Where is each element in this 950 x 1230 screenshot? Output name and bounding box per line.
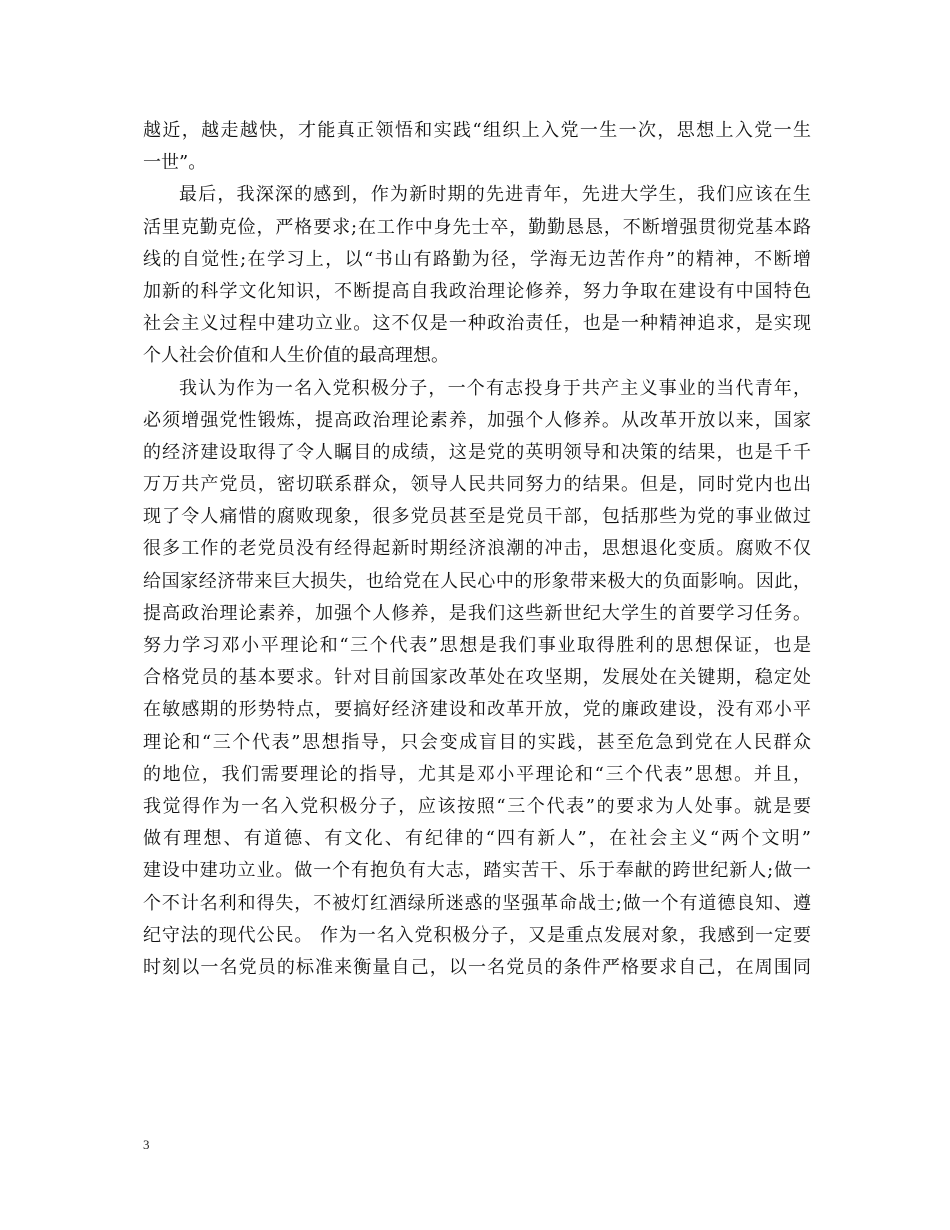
text-line: 活里克勤克俭，严格要求;在工作中身先士卒，勤勤恳恳，不断增强贯彻党基本路 xyxy=(143,216,811,238)
text-line: 现了令人痛惜的腐败现象，很多党员甚至是党员干部，包括那些为党的事业做过 xyxy=(143,506,811,528)
text-line: 在敏感期的形势特点，要搞好经济建设和改革开放，党的廉政建设，没有邓小平 xyxy=(143,699,811,721)
text-line: 线的自觉性;在学习上，以“书山有路勤为径，学海无边苦作舟”的精神，不断增 xyxy=(143,248,811,270)
text-line: 纪守法的现代公民。 作为一名入党积极分子，又是重点发展对象，我感到一定要 xyxy=(143,924,811,946)
text-line: 合格党员的基本要求。针对目前国家改革处在攻坚期，发展处在关键期，稳定处 xyxy=(143,667,811,689)
text-line: 加新的科学文化知识，不断提高自我政治理论修养，努力争取在建设有中国特色 xyxy=(143,280,811,302)
text-line: 的地位，我们需要理论的指导，尤其是邓小平理论和“三个代表”思想。并且， xyxy=(143,763,811,785)
text-line: 给国家经济带来巨大损失，也给党在人民心中的形象带来极大的负面影响。因此， xyxy=(143,570,811,592)
body-text xyxy=(143,115,811,984)
text-line: 最后，我深深的感到，作为新时期的先进青年，先进大学生，我们应该在生 xyxy=(179,184,811,206)
text-line: 社会主义过程中建功立业。这不仅是一种政治责任，也是一种精神追求，是实现 xyxy=(143,313,811,335)
text-line: 个人社会价值和人生价值的最高理想。 xyxy=(143,345,449,367)
text-line: 理论和“三个代表”思想指导，只会变成盲目的实践，甚至危急到党在人民群众 xyxy=(143,731,811,753)
text-line: 必须增强党性锻炼，提高政治理论素养，加强个人修养。从改革开放以来，国家 xyxy=(143,409,811,431)
text-line: 建设中建功立业。做一个有抱负有大志，踏实苦干、乐于奉献的跨世纪新人;做一 xyxy=(143,860,811,882)
text-line: 越近，越走越快，才能真正领悟和实践“组织上入党一生一次，思想上入党一生 xyxy=(143,120,811,141)
text-line: 时刻以一名党员的标准来衡量自己，以一名党员的条件严格要求自己，在周围同 xyxy=(143,956,811,978)
page-number: 3 xyxy=(143,1137,150,1152)
text-line: 我认为作为一名入党积极分子，一个有志投身于共产主义事业的当代青年， xyxy=(179,377,811,399)
text-line: 做有理想、有道德、有文化、有纪律的“四有新人”，在社会主义“两个文明” xyxy=(143,828,811,850)
text-line: 一世”。 xyxy=(143,152,207,174)
text-line: 个不计名利和得失，不被灯红酒绿所迷惑的坚强革命战士;做一个有道德良知、遵 xyxy=(143,892,811,914)
text-line: 很多工作的老党员没有经得起新时期经济浪潮的冲击，思想退化变质。腐败不仅 xyxy=(143,538,811,560)
text-line: 我觉得作为一名入党积极分子，应该按照“三个代表”的要求为人处事。就是要 xyxy=(143,795,811,817)
text-line: 提高政治理论素养，加强个人修养，是我们这些新世纪大学生的首要学习任务。 xyxy=(143,602,811,624)
text-line: 万万共产党员，密切联系群众，领导人民共同努力的结果。但是，同时党内也出 xyxy=(143,474,811,496)
text-line: 的经济建设取得了令人瞩目的成绩，这是党的英明领导和决策的结果，也是千千 xyxy=(143,441,811,463)
text-line: 努力学习邓小平理论和“三个代表”思想是我们事业取得胜利的思想保证，也是 xyxy=(143,635,811,656)
